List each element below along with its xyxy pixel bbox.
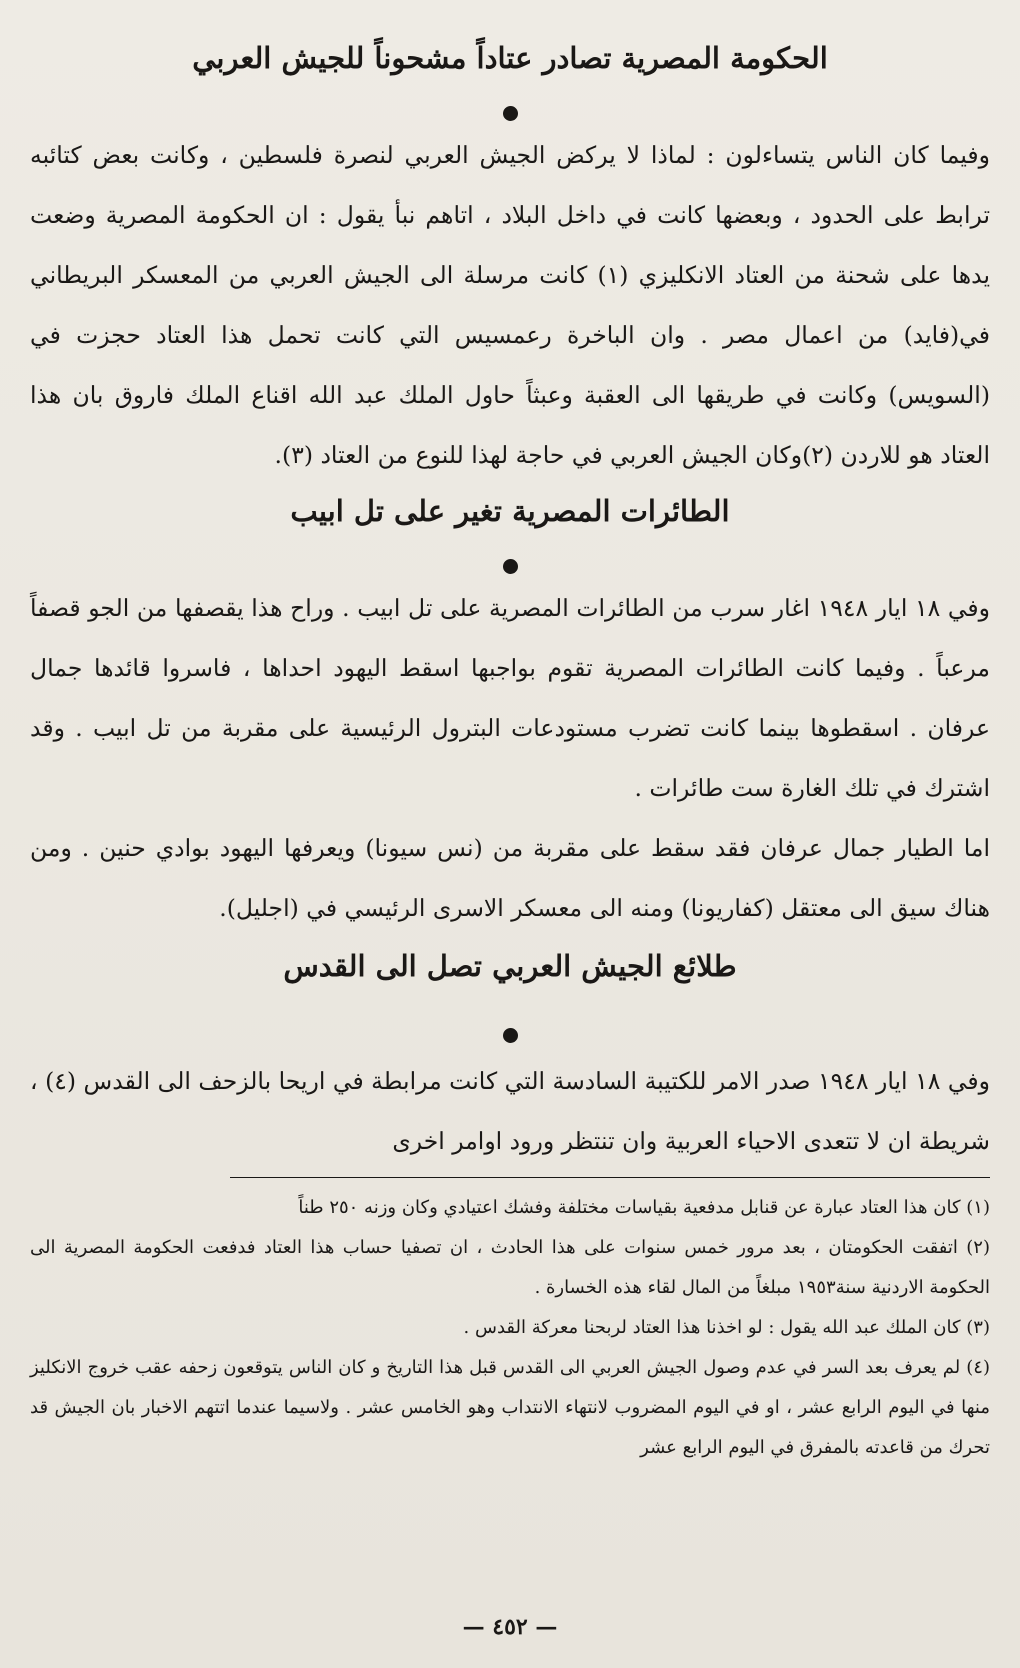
paragraph-sixth-battalion: وفي ١٨ ايار ١٩٤٨ صدر الامر للكتيبة السادسة التي كانت مرابطة في اريحا بالزحف الى القدس (٤) ، شريطة ان لا تتعدى الاحياء العربية وان تنتظر ورود اوامر اخرى [30,1067,990,1155]
footnote-separator [230,1177,990,1178]
paragraph-ammunition: وفيما كان الناس يتساءلون : لماذا لا يركض الجيش العربي لنصرة فلسطين ، وكانت بعض كتائبه ترابط على الحدود ، وبعضها كانت في داخل البلاد ، اتاهم نبأ يقول : ان الحكومة المصرية وضعت يدها على شحنة من العتاد الانكليزي (١) كانت مرسلة الى الجيش العربي من المعسكر البريطاني في(فايد) من اعمال مصر . وان الباخرة رعمسيس التي كانت تحمل هذا العتاد حجزت في (السويس) وكانت في طريقها الى العقبة وعبثاً حاول الملك عبد الله اقناع الملك فاروق بان هذا العتاد هو للاردن (٢)وكان الجيش العربي في حاجة لهذا للنوع من العتاد (٣). [30,141,990,469]
footnote-4: (٤) لم يعرف بعد السر في عدم وصول الجيش العربي الى القدس قبل هذا التاريخ و كان الناس يتوقعون زحفه عقب خروج الانكليز منها في اليوم الرابع عشر ، او في اليوم المضروب لانتهاء الانتداب وهو الخامس عشر . ولاسيما عندما اتتهم الاخبار بان الجيش قد تحرك من قاعدته بالمفرق في اليوم الرابع عشر [30,1357,990,1458]
heading-vanguard-jerusalem: طلائع الجيش العربي تصل الى القدس [283,949,737,983]
section-dot [503,1028,518,1043]
paragraph-air-raid: وفي ١٨ ايار ١٩٤٨ اغار سرب من الطائرات المصرية على تل ابيب . وراح هذا يقصفها من الجو قصفاً مرعباً . وفيما كانت الطائرات المصرية تقوم بواجبها اسقط اليهود احداها ، فاسروا قائدها جمال عرفان . اسقطوها بينما كانت تضرب مستودعات البترول الرئيسية على مقربة من تل ابيب . وقد اشترك في تلك الغارة ست طائرات . [30,594,990,802]
footnote-1: (١) كان هذا العتاد عبارة عن قنابل مدفعية بقياسات مختلفة وفشك اعتيادي وكان وزنه ٢٥٠ طناً [298,1197,990,1218]
heading-ammunition-seized: الحكومة المصرية تصادر عتاداً مشحوناً للجيش العربي [192,41,828,75]
footnote-2: (٢) اتفقت الحكومتان ، بعد مرور خمس سنوات على هذا الحادث ، ان تصفيا حساب هذا العتاد فدفعت الحكومة المصرية الى الحكومة الاردنية سنة١٩٥٣ مبلغاً من المال لقاء هذه الخسارة . [30,1237,990,1298]
heading-air-raid: الطائرات المصرية تغير على تل ابيب [290,494,730,528]
section-dot [503,106,518,121]
paragraph-pilot: اما الطيار جمال عرفان فقد سقط على مقربة من (نس سيونا) ويعرفها اليهود بوادي حنين . ومن هناك سيق الى معتقل (كفاريونا) ومنه الى معسكر الاسرى الرئيسي في (اجليل). [30,834,990,922]
page-body [30,36,990,1468]
footnote-3: (٣) كان الملك عبد الله يقول : لو اخذنا هذا العتاد لربحنا معركة القدس . [463,1317,990,1338]
page-number: — ٤٥٢ — [462,1614,558,1640]
section-dot [503,559,518,574]
